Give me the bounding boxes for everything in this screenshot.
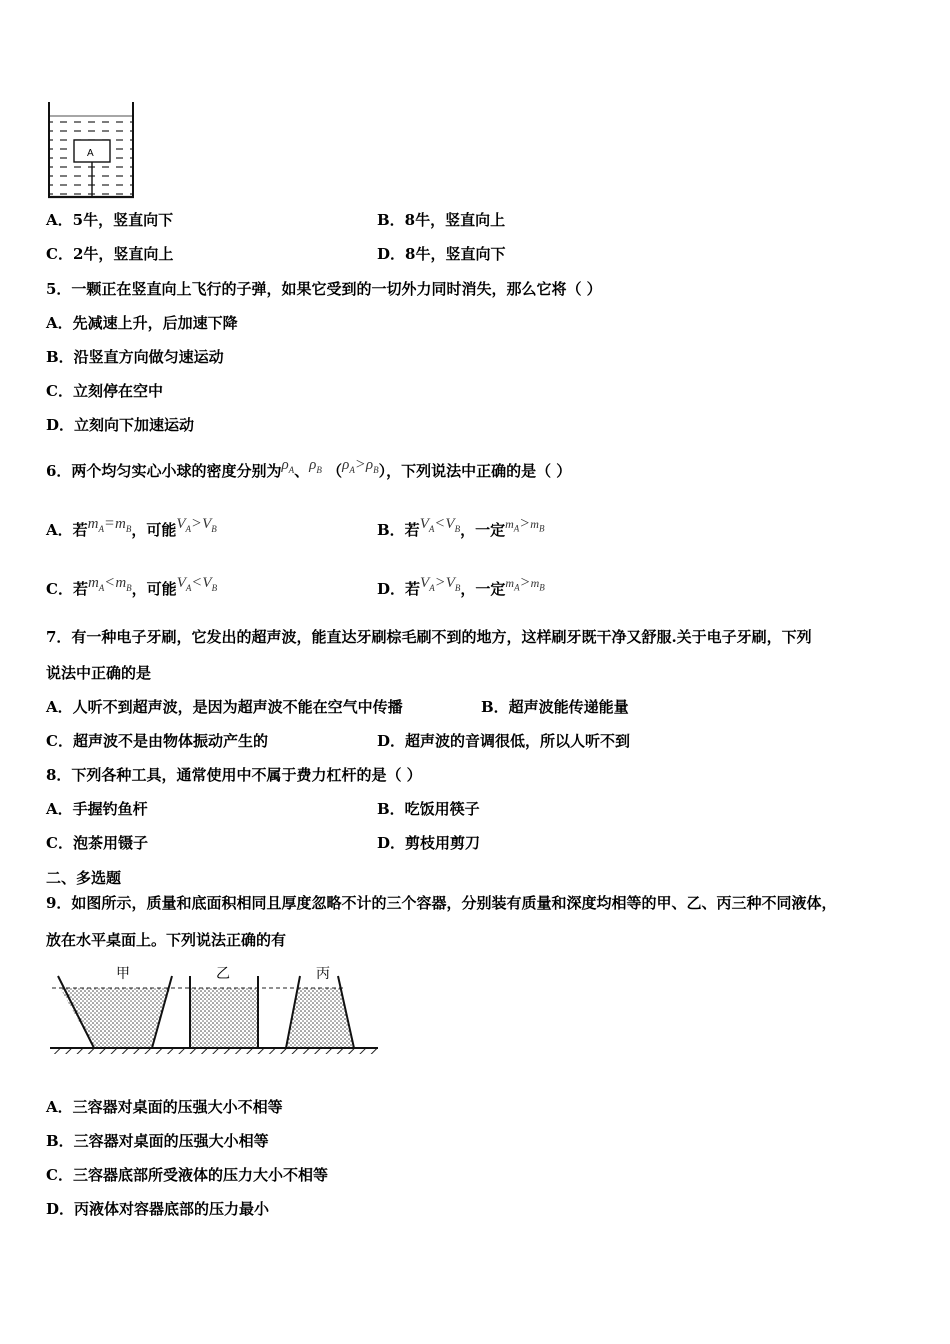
q7-option-c: C．超声波不是由物体振动产生的 bbox=[46, 732, 268, 750]
label-jia: 甲 bbox=[116, 966, 130, 982]
q4-option-c: C．2牛，竖直向上 bbox=[46, 245, 174, 263]
q7-option-a: A．人听不到超声波，是因为超声波不能在空气中传播 bbox=[46, 698, 403, 716]
q8-option-d: D．剪枝用剪刀 bbox=[377, 834, 481, 852]
q6-stem: 6．两个均匀实心小球的密度分别为$\rho_A$、$\rho_B$ $(\rho_A>\rho_B)$，下列说法中正确的是（ ） bbox=[46, 456, 572, 480]
q9-option-a: A．三容器对桌面的压强大小不相等 bbox=[46, 1098, 283, 1116]
q7-stem-line2: 说法中正确的是 bbox=[46, 664, 152, 682]
q9-stem-line1: 9．如图所示，质量和底面积相同且厚度忽略不计的三个容器，分别装有质量和深度均相等的甲、乙、丙三种不同液体， bbox=[46, 894, 837, 912]
label-bing: 丙 bbox=[316, 966, 330, 982]
q5-option-a: A．先减速上升，后加速下降 bbox=[46, 314, 238, 332]
q9-stem-line2: 放在水平桌面上。下列说法正确的有 bbox=[46, 931, 287, 949]
q8-option-c: C．泡茶用镊子 bbox=[46, 834, 148, 852]
q9-option-b: B．三容器对桌面的压强大小相等 bbox=[46, 1132, 269, 1150]
label-yi: 乙 bbox=[216, 966, 230, 982]
q9-option-d: D．丙液体对容器底部的压力最小 bbox=[46, 1200, 270, 1218]
q6-option-d: D．若$V_A>V_B$，一定$^{m_A>m_B}$ bbox=[377, 574, 545, 598]
q7-stem-line1: 7．有一种电子牙刷，它发出的超声波，能直达牙刷棕毛刷不到的地方，这样刷牙既干净又舒服.关于电子牙刷，下列 bbox=[46, 628, 812, 646]
q7-option-d: D．超声波的音调很低，所以人听不到 bbox=[377, 732, 631, 750]
q5-option-c: C．立刻停在空中 bbox=[46, 382, 163, 400]
q4-option-a: A．5牛，竖直向下 bbox=[46, 211, 174, 229]
q6-option-a: A．若$m_A=m_B$，可能$V_A>V_B$ bbox=[46, 515, 217, 539]
section-title: 二、多选题 bbox=[46, 869, 122, 887]
q6-option-c: C．若$m_A<m_B$，可能$V_A<V_B$ bbox=[46, 574, 218, 598]
q8-option-a: A．手握钓鱼杆 bbox=[46, 800, 148, 818]
q9-containers-figure bbox=[44, 962, 380, 1060]
q4-option-b: B．8牛，竖直向上 bbox=[377, 211, 506, 229]
q5-option-b: B．沿竖直方向做匀速运动 bbox=[46, 348, 224, 366]
q7-option-b: B．超声波能传递能量 bbox=[481, 698, 629, 716]
q5-option-d: D．立刻向下加速运动 bbox=[46, 416, 195, 434]
q8-stem: 8．下列各种工具，通常使用中不属于费力杠杆的是（ ） bbox=[46, 766, 422, 784]
q4-beaker-figure bbox=[44, 100, 136, 202]
q4-option-d: D．8牛，竖直向下 bbox=[377, 245, 506, 263]
q6-option-b: B．若$V_A<V_B$，一定$^{m_A>m_B}$ bbox=[377, 515, 545, 539]
q8-option-b: B．吃饭用筷子 bbox=[377, 800, 480, 818]
q9-option-c: C．三容器底部所受液体的压力大小不相等 bbox=[46, 1166, 328, 1184]
block-label: A bbox=[87, 148, 94, 159]
q5-stem: 5．一颗正在竖直向上飞行的子弹，如果它受到的一切外力同时消失，那么它将（ ） bbox=[46, 280, 602, 298]
